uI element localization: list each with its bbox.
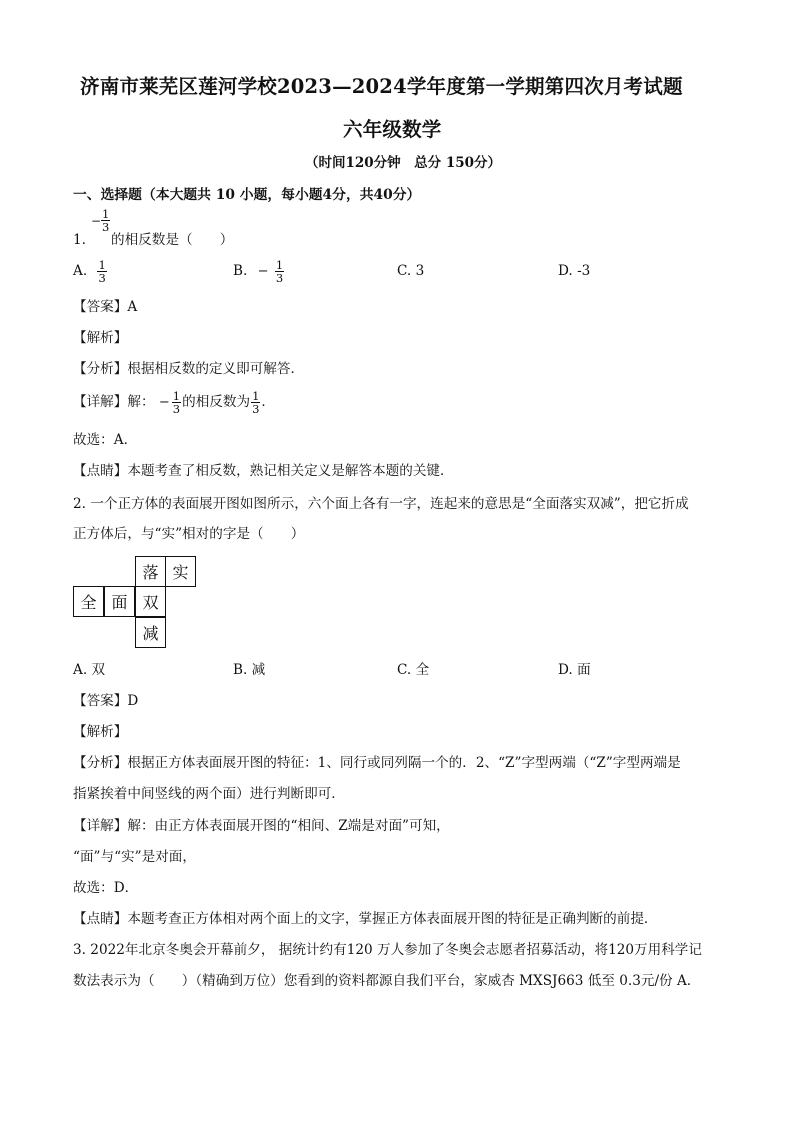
section-heading: 一、选择题（本大题共 10 小题，每小题4分，共40分） [73, 187, 421, 203]
q2-stem-line1: 2. 一个正方体的表面展开图如图所示，六个面上各有一字，连起来的意思是“全面落实双减”，把它折成 [73, 496, 689, 512]
q2-option-c: C. 全 [397, 662, 430, 678]
q1-option-b: B. − $\frac{1}{3}$ [233, 258, 284, 285]
q1-option-c: C. 3 [397, 263, 425, 279]
q2-stem-line2: 正方体后，与“实”相对的字是（ ） [73, 526, 305, 542]
q2-option-d: D. 面 [558, 662, 591, 678]
q1-option-d: D. -3 [558, 263, 591, 279]
net-cell: 面 [104, 586, 135, 617]
q1-option-b-fraction: $\frac{1}{3}$ [275, 258, 284, 285]
net-cell: 落 [135, 556, 166, 587]
q1-number: 1. [73, 232, 86, 248]
q1-option-a: A. $\frac{1}{3}$ [73, 258, 106, 285]
q1-stem-text: 的相反数是（ ） [111, 232, 234, 248]
net-cell: 双 [135, 586, 166, 617]
cube-net-figure [73, 556, 203, 648]
q1-option-a-fraction: $\frac{1}{3}$ [98, 258, 106, 285]
q1-xiangjie-fraction-1: $\frac{1}{3}$ [172, 389, 181, 416]
q1-xiangjie: 【详解】解： − $\frac{1}{3}$ 的相反数为 $\frac{1}{3}$ ． [73, 389, 276, 416]
q2-xiangjie-line1: 【详解】解：由正方体表面展开图的“相间、Z端是对面”可知， [73, 818, 450, 834]
net-cell: 实 [165, 556, 196, 587]
q1-answer: 【答案】A [73, 299, 138, 315]
q1-xiangjie-fraction-2: $\frac{1}{3}$ [252, 389, 260, 416]
q2-choose: 故选：D． [73, 880, 139, 896]
q2-analysis-label: 【解析】 [73, 724, 128, 740]
q1-fenxi: 【分析】根据相反数的定义即可解答． [73, 361, 305, 377]
net-cell: 全 [73, 586, 104, 617]
q3-stem-line2: 数法表示为（ ）（精确到万位）您看到的资料都源自我们平台，家威杏 MXSJ663 低至 0.3元/份 A. [73, 973, 692, 989]
exam-subject: 六年级数学 [343, 118, 442, 141]
q1-fraction: $\frac{1}{3}$ [102, 207, 110, 234]
exam-info: （时间120分钟 总分 150分） [305, 155, 502, 171]
q1-analysis-label: 【解析】 [73, 330, 128, 346]
q2-fenxi-line2: 指紧挨着中间竖线的两个面）进行判断即可． [73, 786, 345, 802]
q2-option-b: B. 减 [233, 662, 266, 678]
exam-title: 济南市莱芜区莲河学校2023—2024学年度第一学期第四次月考试题 [80, 75, 683, 98]
q2-fenxi-line1: 【分析】根据正方体表面展开图的特征：1、同行或同列隔一个的．2、“Z”字型两端（“Z”字型两端是 [73, 755, 681, 771]
q2-dianjing: 【点睛】本题考查正方体相对两个面上的文字，掌握正方体表面展开图的特征是正确判断的前提． [73, 911, 658, 927]
q1-neg-sign: − [91, 214, 102, 228]
net-cell: 减 [135, 617, 166, 648]
q1-choose: 故选：A． [73, 432, 138, 448]
q1-dianjing: 【点睛】本题考查了相反数，熟记相关定义是解答本题的关键． [73, 463, 454, 479]
q2-option-a: A. 双 [73, 662, 106, 678]
q2-answer: 【答案】D [73, 693, 139, 709]
q2-xiangjie-line2: “面”与“实”是对面， [73, 849, 196, 865]
q3-stem-line1: 3. 2022年北京冬奥会开幕前夕， 据统计约有120 万人参加了冬奥会志愿者招募活动，将120万用科学记 [73, 942, 702, 958]
